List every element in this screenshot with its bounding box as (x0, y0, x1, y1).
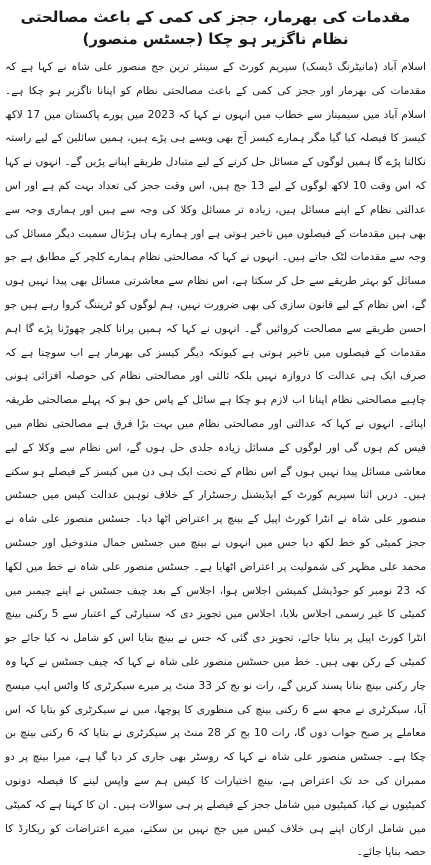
article-headline: مقدمات کی بھرمار، ججز کی کمی کے باعث مصالحتی نظام ناگزیر ہو چکا (جسٹس منصور) (20, 8, 411, 48)
article-body: اسلام آباد (مانیٹرنگ ڈیسک) سپریم کورٹ کے سینئر ترین جج منصور علی شاہ نے کہا ہے کہ مقدمات کی بھرمار اور ججز کی کمی کے باعث مصالحتی نظام کو اپنانا ناگزیر ہو چکا ہے۔ اسلام آباد میں سیمینار سے خطاب میں انہوں نے کہا کہ 2023 میں پورے پاکستان میں 17 لاکھ کیسز کا فیصلہ کیا گیا مگر ہمارے کیسز آج بھی ویسے ہی پڑے ہیں، ہمیں سائلین کے لیے راستہ نکالنا پڑے گا ہمیں لوگوں کے مسائل حل کرنے کے لیے متبادل طریقے اپنانے پڑیں گے۔ انہوں نے کہا کہ اس وقت 10 لاکھ لوگوں کے لیے 13 جج ہیں، اس وقت ججز کی تعداد بہت کم ہے اور اس عدالتی نظام کے اپنے مسائل ہیں، زیادہ تر مسائل وکلا کی وجہ سے ہیں اور ہماری وجہ سے بھی ہیں مقدمات کے فیصلوں میں تاخیر ہوتی ہے اور ہمارے ہاں ہڑتال سمیت دیگر مسائل کی وجہ سے مقدمات لٹک جاتے ہیں۔ انہوں نے کہا کہ مصالحتی نظام ہمارے کلچر کے مطابق ہے جو مسائل کو بہتر طریقے سے حل کر سکتا ہے، اس نظام سے معاشرتی مسائل بھی پیدا نہیں ہوں گے، اس نظام کے لیے قانون سازی کی بھی ضرورت نہیں، ہم لوگوں کو ٹریننگ کروا رہے ہیں جو احسن طریقے سے مصالحت کروائیں گے۔ انہوں نے کہا کہ ہمیں پرانا کلچر چھوڑنا پڑے گا اہم مقدمات کے فیصلوں میں تاخیر ہوتی ہے کیونکہ دیگر کیسز کی بھرمار ہے اب سوچنا ہے کہ صرف ایک ہی عدالت کا دروازہ نہیں بلکہ ثالثی اور مصالحتی نظام کی حوصلہ افزائی ہونی چاہیے مصالحتی نظام اپنانا اب لازم ہو چکا ہے سائل کے پاس حق ہو کہ پہلے مصالحتی طریقہ اپنائے۔ انہوں نے کہا کہ عدالتی اور مصالحتی نظام میں بہت بڑا فرق ہے مصالحتی نظام میں فیس کم ہوں گی اور لوگوں کے مسائل زیادہ جلدی حل ہوں گے، اس نظام سے وکلا کے لیے معاشی مسائل پیدا نہیں ہوں گے اس نظام کے تحت ایک ہی دن میں کیسز کے فیصلے ہو سکتے ہیں۔ دریں اثنا سپریم کورٹ کے ایڈیشنل رجسٹرار کے خلاف توہین عدالت کیس میں جسٹس منصور علی شاہ نے انٹرا کورٹ اپیل کے بینچ پر اعتراض اٹھا دیا۔ جسٹس منصور علی شاہ نے ججز کمیٹی کو خط لکھ دیا جس میں انہوں نے بینچ میں جسٹس جمال مندوخیل اور جسٹس محمد علی مظہر کی شمولیت پر اعتراض اٹھایا ہے۔ جسٹس منصور علی شاہ نے خط میں لکھا کہ 23 نومبر کو جوڈیشل کمیشن اجلاس ہوا، اجلاس کے بعد چیف جسٹس نے اپنے چیمبر میں کمیٹی کا غیر رسمی اجلاس بلایا، اجلاس میں تجویز دی کہ سنیارٹی کے اعتبار سے 5 رکنی بینچ انٹرا کورٹ اپیل پر بنایا جائے، تجویز دی گئی کہ جس نے بینچ بنایا اس کو شامل نہ کیا جائے جو کمیٹی کے رکن بھی ہیں۔ خط میں جسٹس منصور علی شاہ نے کہا کہ چیف جسٹس نے کہا وہ چار رکنی بینچ بنانا پسند کریں گے، رات نو بج کر 33 منٹ پر میرے سیکرٹری کا واٹس ایپ میسج آیا، سیکرٹری نے مجھ سے 6 رکنی بینچ کی منظوری کا پوچھا، میں نے سیکرٹری کو بتایا کہ اس معاملے پر صبح جواب دوں گا، رات 10 بج کر 28 منٹ پر سیکرٹری نے بتایا کہ 6 رکنی بینچ بن چکا ہے۔ جسٹس منصور علی شاہ نے کہا کہ روسٹر بھی جاری کر دیا گیا ہے، میرا بینچ پر دو ممبران کی حد تک اعتراض ہے، بینچ اختیارات کا کیس ہم سے واپس لینے کا فیصلہ دونوں کمیٹیوں نے کیا، کمیٹیوں میں شامل ججز کے فیصلے پر ہی سوالات ہیں۔ ان کا کہنا ہے کہ کمیٹی میں شامل ارکان اپنے ہی خلاف کیس میں جج نہیں بن سکتے، میرے اعتراضات کو ریکارڈ کا حصہ بنایا جائے۔ (5, 61, 427, 859)
